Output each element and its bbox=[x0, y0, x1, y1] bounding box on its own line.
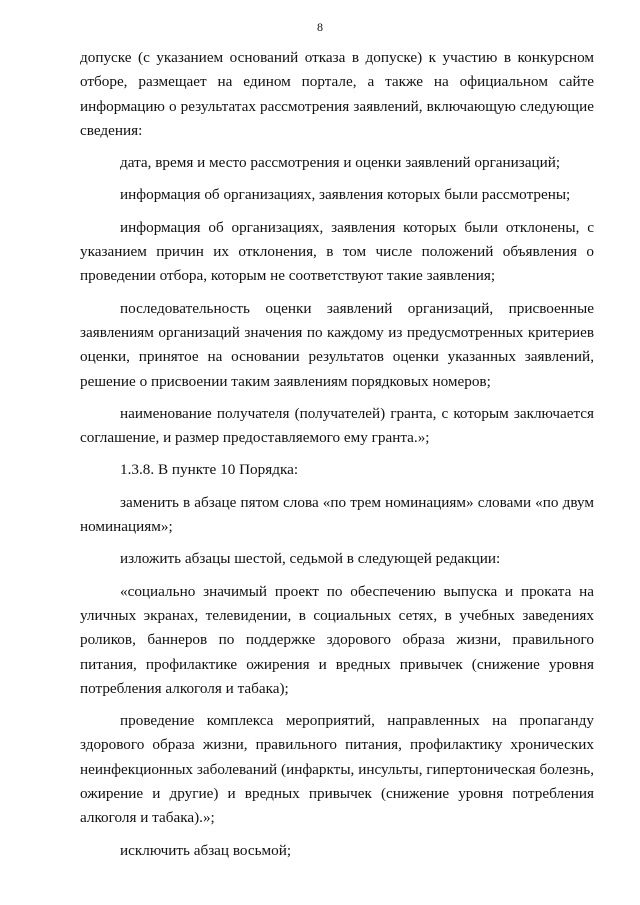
paragraph-list-item: наименование получателя (получателей) гранта, с которым заключается соглашение, и размер предоставляемого ему гранта.»; bbox=[80, 404, 594, 447]
paragraph-amendment: заменить в абзаце пятом слова «по трем номинациям» словами «по двум номинациям»; bbox=[80, 493, 594, 536]
paragraph-list-item: дата, время и место рассмотрения и оценки заявлений организаций; bbox=[120, 154, 561, 172]
paragraph-list-item: информация об организациях, заявления которых были отклонены, с указанием причин их отклонения, в том числе положений объявления о проведении отбора, которым не соответствуют такие заявления; bbox=[80, 218, 594, 285]
paragraph-amendment: изложить абзацы шестой, седьмой в следующей редакции: bbox=[120, 550, 501, 568]
paragraph-list-item: информация об организациях, заявления которых были рассмотрены; bbox=[120, 186, 571, 204]
paragraph-continuation: допуске (с указанием оснований отказа в допуске) к участию в конкурсном отборе, размещает на едином портале, а также на официальном сайте информацию о результатах рассмотрения заявлений, включающую следующие сведения: bbox=[80, 49, 594, 139]
paragraph-list-item: последовательность оценки заявлений организаций, присвоенные заявлениям организаций значения по каждому из предусмотренных критериев оценки, принятое на основании результатов оценки указанных заявлений, решение о присвоении таким заявлениям порядковых номеров; bbox=[80, 299, 594, 390]
paragraph-section-heading: 1.3.8. В пункте 10 Порядка: bbox=[120, 461, 299, 479]
page-number: 8 bbox=[317, 20, 323, 34]
paragraph-quoted-text: «социально значимый проект по обеспечению выпуска и проката на уличных экранах, телевидении, в социальных сетях, в учебных заведениях роликов, баннеров по поддержке здорового образа жизни, правильного питания, профилактике ожирения и вредных привычек (снижение уровня потребления алкоголя и табака); bbox=[80, 582, 594, 697]
paragraph-quoted-text: проведение комплекса мероприятий, направленных на пропаганду здорового образа жизни, правильного питания, профилактику хронических неинфекционных заболеваний (инфаркты, инсульты, гипертоническая болезнь, ожирение и другие) и вредных привычек (снижение уровня потребления алкоголя и табака).»; bbox=[80, 712, 594, 827]
paragraph-amendment: исключить абзац восьмой; bbox=[120, 841, 292, 859]
document-body bbox=[80, 46, 594, 871]
